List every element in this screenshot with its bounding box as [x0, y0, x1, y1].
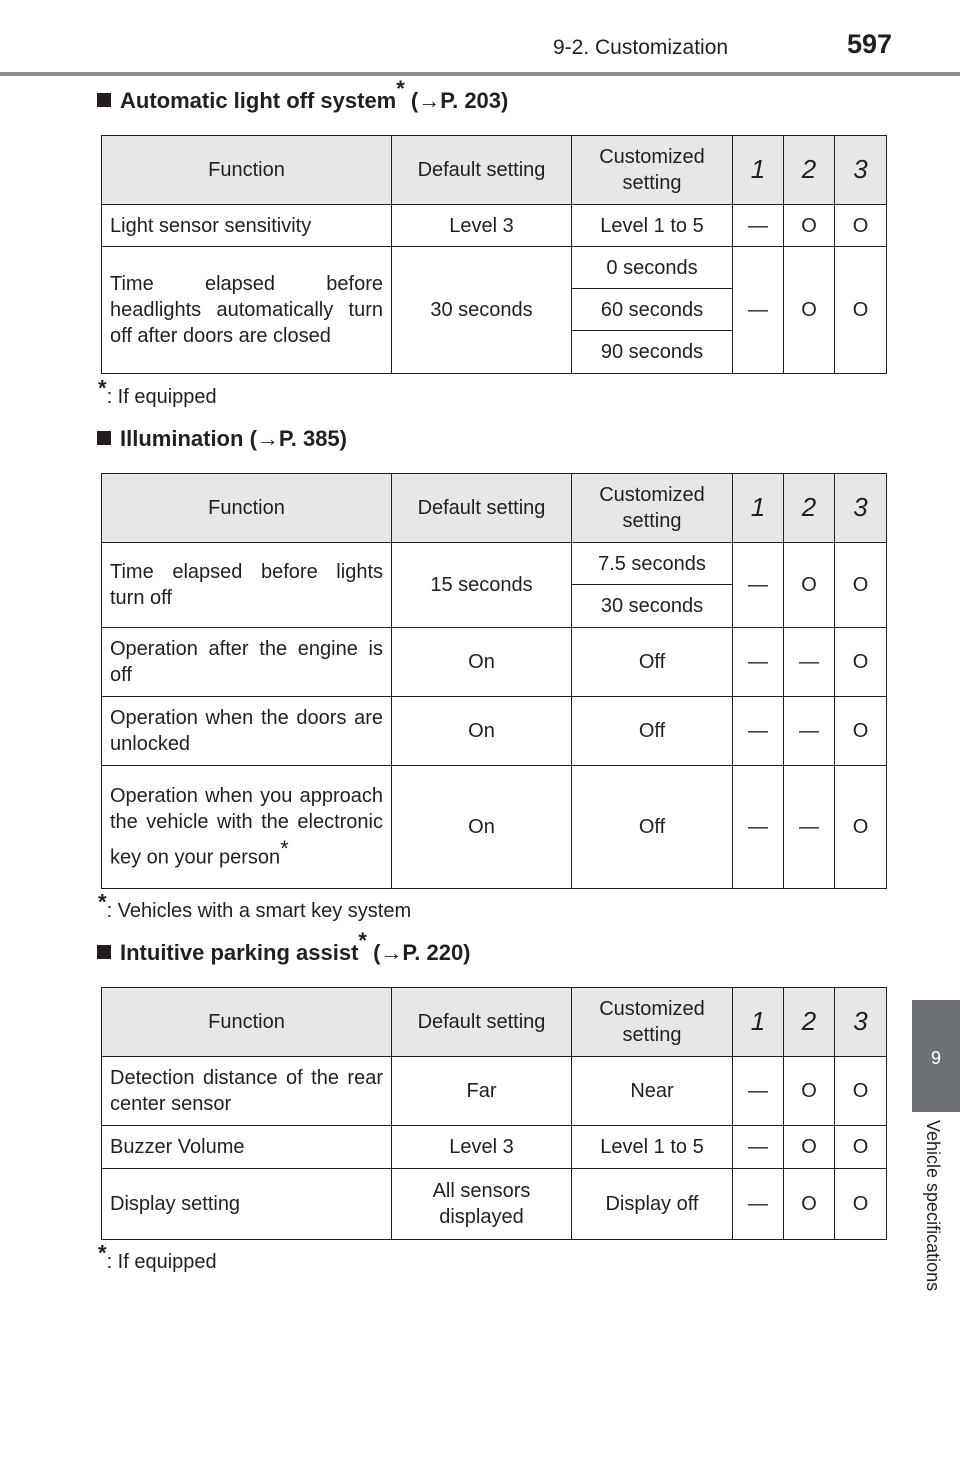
column-header-function: Function — [102, 136, 392, 205]
square-bullet-icon — [97, 945, 111, 959]
column-header-2: 2 — [784, 136, 835, 205]
footnote-if-equipped: *: If equipped — [98, 1240, 217, 1273]
settings-table-intuitive-parking-assist — [101, 987, 887, 1240]
table-row: Buzzer Volume Level 3 Level 1 to 5 — O O — [102, 1126, 887, 1169]
column-header-3: 3 — [835, 136, 887, 205]
table-row: Operation after the engine is off On Off — — O — [102, 628, 887, 697]
table-row: Operation when you approach the vehicle with the electronic key on your person* On Off — — O — [102, 766, 887, 889]
footnote-if-equipped: *: If equipped — [98, 375, 217, 408]
column-header-2: 2 — [784, 988, 835, 1057]
page-number: 597 — [847, 29, 893, 59]
column-header-3: 3 — [835, 474, 887, 543]
column-header-3: 3 — [835, 988, 887, 1057]
column-header-default: Default setting — [392, 474, 572, 543]
section-heading: 9-2. Customization — [553, 36, 729, 59]
column-header-1: 1 — [733, 136, 784, 205]
column-header-1: 1 — [733, 988, 784, 1057]
section-title-illumination: Illumination (→P. 385) — [97, 426, 347, 452]
table-row: Display setting All sensors displayed Display off — O O — [102, 1169, 887, 1240]
table-row: Light sensor sensitivity Level 3 Level 1 to 5 — O O — [102, 205, 887, 247]
table-row: Detection distance of the rear center sensor Far Near — O O — [102, 1057, 887, 1126]
square-bullet-icon — [97, 431, 111, 445]
column-header-2: 2 — [784, 474, 835, 543]
column-header-function: Function — [102, 988, 392, 1057]
settings-table-automatic-light-off: Function Default setting Customized setting 1 2 3 Light sensor sensitivity Level 3 Level 1 to 5 — O O Time elapsed before headlights automatically turn off after doors are closed 30 seconds 0 seconds — O O 60 seconds 90 seconds — [101, 135, 887, 374]
table-row: Time elapsed before lights turn off 15 seconds 7.5 seconds — O O — [102, 543, 887, 585]
column-header-default: Default setting — [392, 136, 572, 205]
column-header-default: Default setting — [392, 988, 572, 1057]
footnote-smart-key: *: Vehicles with a smart key system — [98, 889, 412, 922]
section-title-intuitive-parking-assist: Intuitive parking assist* (→P. 220) — [97, 940, 471, 966]
settings-table-illumination: Function Default setting Customized setting 1 2 3 Time elapsed before lights turn off 15 seconds 7.5 seconds — O O 30 seconds Operation after the engine is off On Off — — O Operation when the doors are unlocked On Off — — O Operation when you approach the vehicle with the electronic key on your person* On Off — — O — [101, 473, 887, 889]
square-bullet-icon — [97, 93, 111, 107]
chapter-number: 9 — [930, 1048, 941, 1068]
column-header-customized: Customized setting — [572, 474, 733, 543]
table-row: Time elapsed before headlights automatically turn off after doors are closed 30 seconds 0 seconds — O O — [102, 247, 887, 289]
chapter-tab — [912, 1000, 960, 1112]
table-row: Operation when the doors are unlocked On Off — — O — [102, 697, 887, 766]
chapter-label: Vehicle specifications — [923, 1120, 943, 1292]
column-header-customized: Customized setting — [572, 136, 733, 205]
section-title-automatic-light-off: Automatic light off system* (→P. 203) — [97, 88, 508, 114]
column-header-function: Function — [102, 474, 392, 543]
header-divider — [0, 72, 960, 76]
column-header-customized: Customized setting — [572, 988, 733, 1057]
column-header-1: 1 — [733, 474, 784, 543]
